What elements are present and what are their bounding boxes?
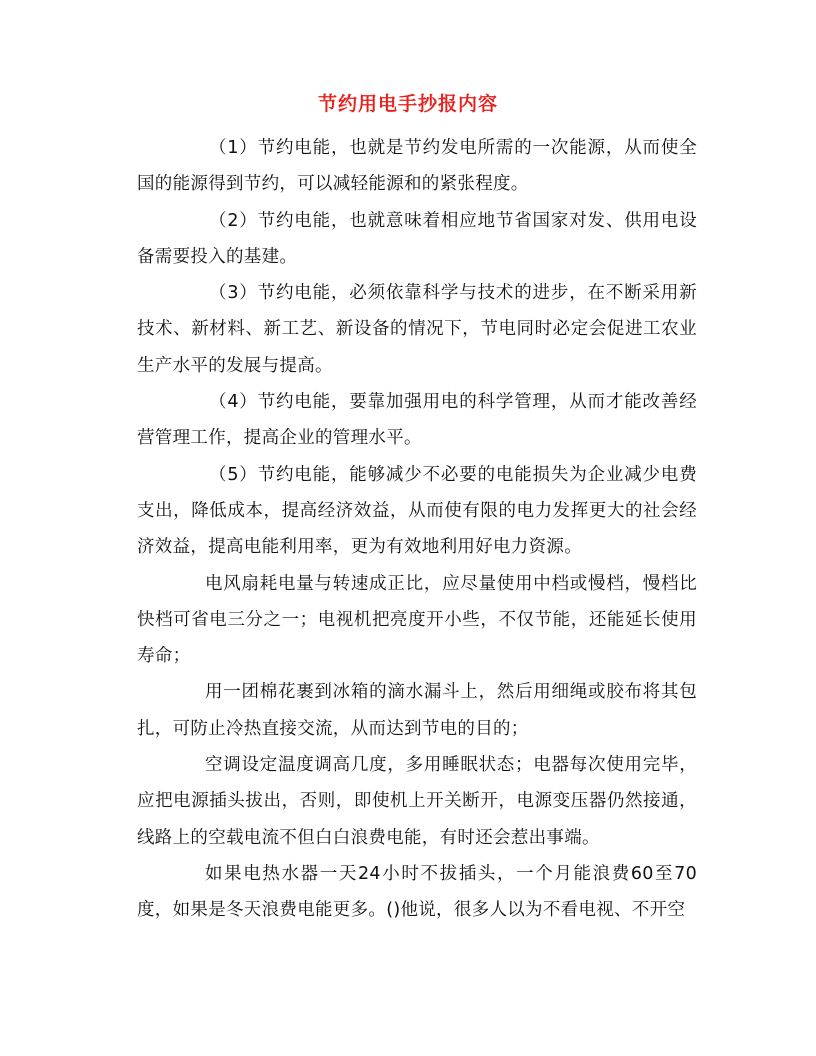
document-body — [137, 130, 697, 929]
paragraph-1: （1）节约电能，也就是节约发电所需的一次能源，从而使全国的能源得到节约，可以减轻能源和的紧张程度。 — [137, 138, 697, 195]
paragraph-5: （5）节约电能，能够减少不必要的电能损失为企业减少电费支出，降低成本，提高经济效益，从而使有限的电力发挥更大的社会经济效益，提高电能利用率，更为有效地利用好电力资源。 — [137, 464, 697, 558]
document-title: 节约用电手抄报内容 — [317, 93, 498, 115]
paragraph-2: （2）节约电能，也就意味着相应地节省国家对发、供用电设备需要投入的基建。 — [137, 210, 697, 267]
paragraph-4: （4）节约电能，要靠加强用电的科学管理，从而才能改善经营管理工作，提高企业的管理水平。 — [137, 392, 697, 449]
paragraph-8: 空调设定温度调高几度，多用睡眠状态；电器每次使用完毕，应把电源插头拔出，否则，即使机上开关断开，电源变压器仍然接通，线路上的空载电流不但白白浪费电能，有时还会惹出事端。 — [137, 755, 697, 848]
paragraph-6: 电风扇耗电量与转速成正比，应尽量使用中档或慢档，慢档比快档可省电三分之一；电视机把亮度开小些，不仅节能，还能延长使用寿命； — [137, 573, 697, 667]
paragraph-7: 用一团棉花裹到冰箱的滴水漏斗上，然后用细绳或胶布将其包扎，可防止冷热直接交流，从而达到节电的目的； — [137, 682, 697, 739]
paragraph-3: （3）节约电能，必须依靠科学与技术的进步，在不断采用新技术、新材料、新工艺、新设备的情况下，节电同时必定会促进工农业生产水平的发展与提高。 — [137, 283, 697, 376]
paragraph-9: 如果电热水器一天24小时不拔插头，一个月能浪费60至70度，如果是冬天浪费电能更多。()他说，很多人以为不看电视、不开空 — [137, 863, 697, 921]
